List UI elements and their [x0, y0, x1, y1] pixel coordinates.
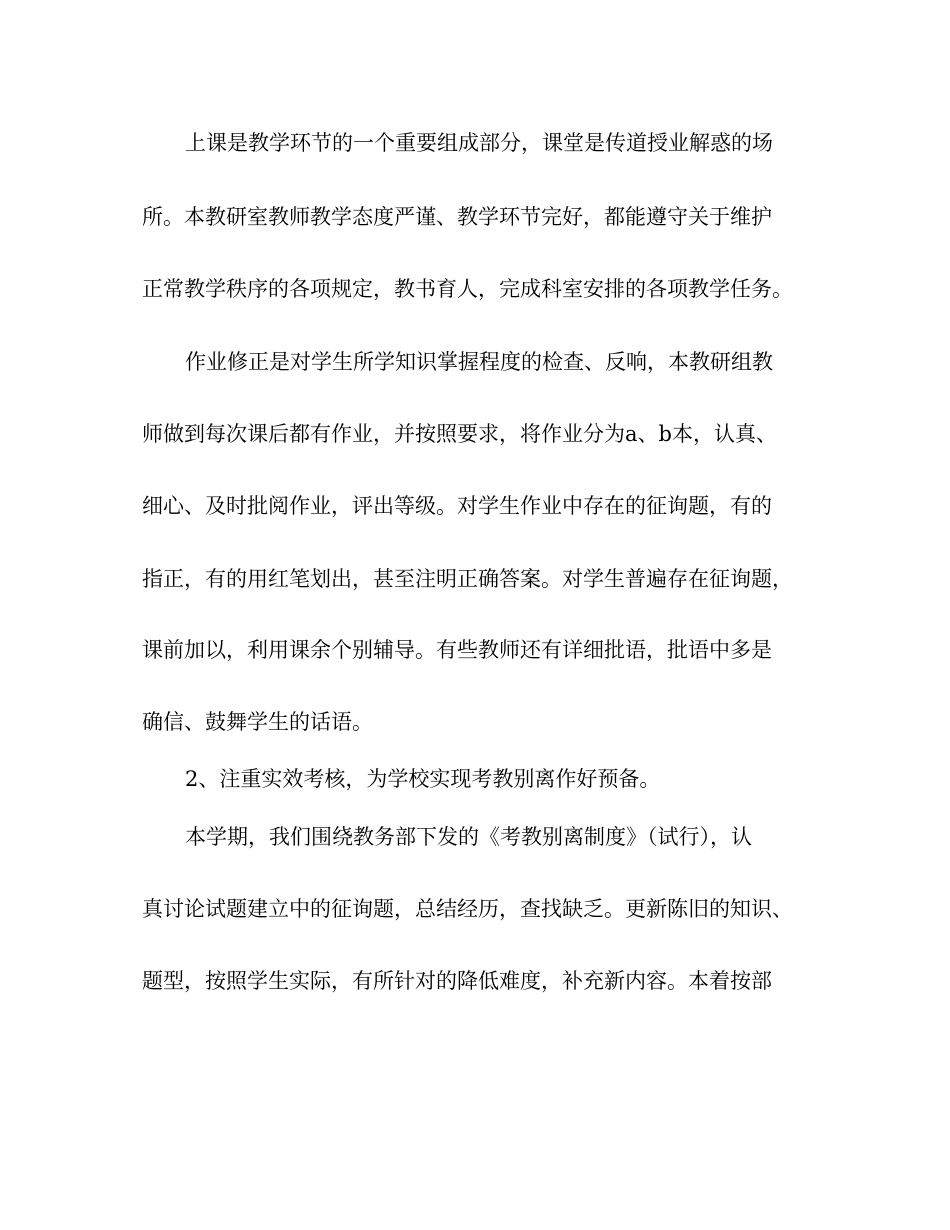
paragraph-line: 本学期，我们围绕教务部下发的《考教别离制度》（试行），认 — [185, 825, 752, 849]
paragraph-line: 题型，按照学生实际，有所针对的降低难度，补充新内容。本着按部 — [142, 969, 772, 993]
paragraph-line: 师做到每次课后都有作业，并按照要求，将作业分为a、b本，认真、 — [142, 422, 777, 446]
section-heading: 2、注重实效考核，为学校实现考教别离作好预备。 — [185, 767, 661, 791]
paragraph-line: 真讨论试题建立中的征询题，总结经历，查找缺乏。更新陈旧的知识、 — [142, 897, 793, 921]
paragraph-line: 细心、及时批阅作业，评出等级。对学生作业中存在的征询题，有的 — [142, 494, 772, 518]
paragraph-line: 所。本教研室教师教学态度严谨、教学环节完好，都能遵守关于维护 — [142, 205, 772, 229]
paragraph-line: 正常教学秩序的各项规定，教书育人，完成科室安排的各项教学任务。 — [142, 277, 793, 301]
paragraph-line: 确信、鼓舞学生的话语。 — [142, 710, 373, 734]
paragraph-line: 作业修正是对学生所学知识掌握程度的检查、反响，本教研组教 — [185, 350, 773, 374]
paragraph-line: 指正，有的用红笔划出，甚至注明正确答案。对学生普遍存在征询题， — [142, 567, 793, 591]
paragraph-line: 上课是教学环节的一个重要组成部分，课堂是传道授业解惑的场 — [185, 131, 773, 155]
paragraph-line: 课前加以，利用课余个别辅导。有些教师还有详细批语，批语中多是 — [142, 638, 772, 662]
